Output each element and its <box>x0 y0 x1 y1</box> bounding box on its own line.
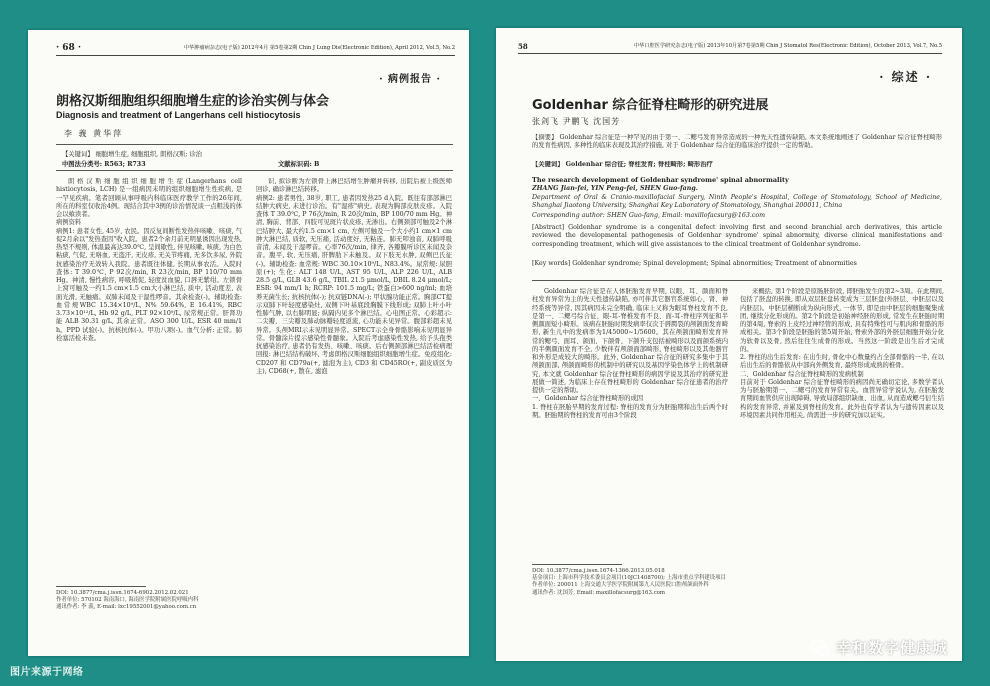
right-keywords-en: [Key words] Goldenhar syndrome; Spinal development; Spinal abnormities; Treatment of abnormities <box>532 260 857 267</box>
left-clc: 中图法分类号: R563; R733 <box>62 161 146 168</box>
right-authors-en: ZHANG Jian-fei, YIN Peng-fei, SHEN Guo-fang. <box>532 185 698 192</box>
watermark <box>810 637 948 658</box>
right-authors: 张剑飞 尹鹏飞 沈国芳 <box>532 117 621 126</box>
left-footnote: DOI: 10.3877/cma.j.issn.1674-6902.2012.02.021 作者单位: 570102 海南海口, 海南医学院附属医院呼吸内科 通讯作者: 李 義, E-mail: lxc19552001@yahoo.com.cn <box>56 590 199 611</box>
left-page-number: · 68 · <box>56 43 82 53</box>
left-journal-page <box>28 30 469 656</box>
right-title: Goldenhar 综合征脊柱畸形的研究进展 <box>532 98 769 113</box>
left-running-header: 中华肿瘤病杂志(电子版) 2012年4月 第5卷第2期 Chin J Lung Dis(Electronic Edition), April 2012, Vol.5, No.2 <box>183 45 455 51</box>
right-page-number: 58 <box>518 42 528 51</box>
right-section-label: · 综述 · <box>879 70 932 84</box>
right-abstract-cn: 【摘要】 Goldenhar 综合征是一种罕见的由于第一、二鳃弓发育异常造成的一种先天性遗传缺陷, 本文系统地阐述了 Goldenhar 综合征脊柱畸形的发育性病因, 多种性的临床表现及其治疗措施, 对于 Goldenhar 综合征的临床治疗提供一定的帮助。 <box>532 134 942 150</box>
right-title-en: The research development of Goldenhar syndrome' spinal abnormality <box>532 176 789 184</box>
left-column-1: 朗格汉斯细胞组织细胞增生症(Langerhans cell histiocytosis, LCH) 是一组病因未明的组织细胞增生性疾病, 是一罕见疾病。笔者回顾从事呼吸内科临床医疗教学工作的26年间, 所在的科室仅收治4例。现结合其中3例的诊治情况谈一点粗浅的体会以飨读者。 病例资料 病例1: 患者女性, 45岁, 农民。因反复间断性发热伴咳嗽、咳痰, 气促2月余以"发热查因"收入院。患者2个余月前无明显诱因出现发热, 热型不规则, 体温最高达39.0℃, 呈间歇性, 伴见咳嗽, 咳痰, 为白色粘痰, 气促, 无咯血, 无盗汗, 无皮疹, 无关节疼痛, 无多饮多尿, 外院抗感染治疗无效转入我院。患者既往体健, 长期从事农活。入院时查体: T 39.0℃, P 92次/min, R 23次/min, BP 110/70 mm Hg。神清, 慢性病容, 呼吸稍促, 轻度贫血貌, 口唇无紫绀。左锁骨上窝可触及一约1.5 cm×1.5 cm大小淋巴结, 质中, 活动度差, 表面光滑, 无触痛。双肺未闻及干湿性啰音。其余检查(-)。辅助检查: 血常规WBC 15.34×10⁹/L, N% 59.64%, E 16.41%, RBC 3.73×10¹²/L, Hb 92 g/L, PLT 92×10⁹/L, 尿常规正常。肝肾功能 ALB 30.31 g/L, 其余正常。ASO 300 U/L, ESR 40 mm/1 h。PPD 试验(-)。抗核抗体(-)。甲功八项(-)。血气分析: 正常。肺栓塞活检未查。 <box>56 178 242 342</box>
left-section-label: · 病例报告 · <box>379 74 441 85</box>
right-footnote: DOI: 10.3877/cma.j.issn.1674-1366.2013.05.018 基金项目: 上海市科学技术委员会项目(10JC1408700); 上海市重点学科建设项目 作者单位: 200011 上海交通大学医学院附属第九人民医院口腔颅颌面外科 通讯作者: 沈国芳, Email: maxillofacsurg@163.com <box>532 568 726 596</box>
right-column-2: 来概括, 第1个阶段是原肠胚阶段, 即胚胎发生的第2~3周。在此期间, 包括了胚盘的转换, 即从双层胚盘转变成为三层胚盘(外胚层、中胚层以及内胚层)。中胚层横断成为纵向形式, 一体节, 即是由中胚层的细胞聚集成团, 继续分化形成的。第2个阶段是初始神经胚的形成, 常发生在胚胎时期的第4周, 脊索的上皮经过神经管的形成, 具有特殊性可与肌肉和骨骼的形成相关。第3个阶段是胚胎的第5周开始, 脊索外部的外胚层细胞开始分化为软骨以及骨, 然后往往生成骨的形成。当然这一阶段是出生后才完成的。 2. 脊柱的出生后发育: 在出生时, 骨化中心数量约占全部骨骼的一半, 在以后出生后的骨骼依从中部向外侧发育, 最终形成成熟的椎骨。 二、Goldenhar 综合征脊柱畸形的发病机制 目前对于 Goldenhar 综合征脊柱畸形的病因尚无确切定论, 多数学者认为与胚胎期第一、二鳃弓的发育异常有关。血管异常学说认为, 在胚胎发育期间血管供应出现障碍, 导致局部组织缺血、出血, 从而造成鳃弓衍生结构的发育异常, 并累及到脊柱的发育。此外也有学者认为与遗传因素以及环境因素共同作用相关, 尚需进一步的研究加以证实。 <box>740 288 944 419</box>
left-column-2: 识, 拟诊断为左锁骨上淋巴结增生肿瘤并转移, 出院后被上级医师回诊, 确诊淋巴结转移。 病例2: 患者男性, 38岁, 职工, 患者因发热25 d入院。既往有部部淋巴结肿大病史, 未进行诊治。有"湿疹"病史, 表现为胸部皮肤皮疹。入院查体 T 39.0℃, P 76次/min, R 20次/min, BP 100/70 mm Hg。神清, 胸前、背部、四肢可见斑片状皮疹, 无渗出。右侧颈部可触及2个淋巴结肿大, 最大约1.5 cm×1 cm, 左侧可触及一个大小约1 cm×1 cm肿大淋巴结, 质软, 无压痛, 活动度好, 无粘连。肺无叩浊音, 双肺呼吸音清, 未闻及干湿啰音。心率76次/min, 律齐, 各瓣膜听诊区未闻及杂音。腹平, 软, 无压痛, 肝脾肋下未触及。双下肢无水肿, 双侧巴氏征(-)。辅助检查: 血常规: WBC 30.10×10⁹/L, N83.4%。尿常规: 尿胆原(+); 生化: ALT 148 U/L, AST 95 U/L, ALP 226 U/L, ALB 28.5 g/L, GLB 43.6 g/L, TBIL 21.5 μmol/L, DBIL 8.24 μmol/L; ESR: 94 mm/1 h; RCRP: 101.5 mg/L; 铁蛋白>600 ng/ml; 血培养无菌生长; 抗核抗体(-); 抗双链DNA(-); 甲状腺功能正常。胸部CT提示双肺下叶轻度感染灶, 双侧下叶基底段胸膜下线形成; 双肺上叶小叶性肺气肿, 以右肺明显; 纵隔内见多个淋巴结。心电图正常。心彩超示: 二尖瓣、三尖瓣及肺动脉瓣轻度返流, 心功能未见异常。腹部彩超未见异常。头颅MRI示未见明显异常。SPECT示全身骨骼影响未见明显异常。骨髓涂片提示感染性骨髓象。入院后考虑感染性发热, 给予头孢类抗感染治疗, 患者仍有发热、咳嗽、咳痰。后右侧颈部淋巴结活检病理回报: 淋巴结结构破坏, 考虑朗格汉斯细胞组织细胞增生症。免疫组化: CD207 和 CD79a(+, 滤泡为主), CD3 和 CD45RO(+, 副皮质区为主), CD68(+, 散在, 滤泡 <box>256 178 452 375</box>
image-source-caption: 图片来源于网络 <box>10 667 84 678</box>
right-abstract-en: [Abstract] Goldenhar syndrome is a congenital defect involving first and second branchial arch derivatives, this article reviewed the developmental pathogenesis of Goldenhar syndrome' spinal abnormity, diverse clinical manifestations and corresponding treatment, which will give assistances to the clinical treatment of Goldenhar syndrome. <box>532 224 942 248</box>
right-running-header: 中华口腔医学研究杂志(电子版) 2013年10月第7卷第5期 Chin J Stomatol Res(Electronic Edition), October 2013, Vol.7, No.5 <box>633 43 942 49</box>
watermark-text: 幸和数字健康城 <box>835 639 948 657</box>
left-doc-code: 文献标识码: B <box>278 161 320 168</box>
right-keywords-cn: 【关键词】 Goldenhar 综合征; 脊柱发育; 脊柱畸形; 畸形治疗 <box>532 161 713 168</box>
left-title-en: Diagnosis and treatment of Langerhans cell histiocytosis <box>56 110 301 120</box>
wechat-icon <box>810 638 830 658</box>
right-column-1: Goldenhar 综合征是在人体胚胎发育早期, 以眼、耳、颜面和脊柱发育异常为主的先天性遗传缺陷, 亦可伴其它器官系统如心、肾、神经系统等异常, 因其病因未完全明确, 临床上又称为眼耳脊柱发育不良, 是第一、二鳃弓综合征、眼-耳-脊椎发育不良、面-耳-脊柱序列征和半侧颜面短小畸形。该病在胚胎时期发病率仅次于唇腭裂的颅颌面发育畸形, 新生儿中的发病率为1/45000~1/5600。其在颅颌面畸形发育异常的鳃弓、面耳、颌面、下颌骨、下颌升支包括被畸形以及面颌系统内的半侧颜面发育不全, 少数伴有颅颌面部畸形, 脊柱畸形以及其他器官和外形是成较大的畸形。此外, Goldenhar 综合征的研究多集中于其颅颌面部, 颅颌面畸形的机制中的研究以及基因学染色体学上的机制研究, 本文就 Goldenhar 综合征脊柱畸形的病因学说及其治疗的研究进展做一简述, 为临床上存在脊柱畸形的 Goldenhar 综合征患者的治疗提供一定的帮助。 一、Goldenhar 综合征脊柱畸形的成因 1. 脊柱在胚胎早期的发育过程: 脊柱的发育分为胚胎期和出生后两个时期。胚胎期的脊柱的发育可由3个阶段 <box>532 288 728 419</box>
left-title-cn: 朗格汉斯细胞组织细胞增生症的诊治实例与体会 <box>56 94 330 109</box>
left-authors: 李 義 黄华萍 <box>64 129 124 138</box>
right-affiliation-en: Department of Oral & Cranio-maxillofacial Surgery, Ninth People's Hospital, College of Stomatology, School of Medicine, Shanghai Jiaotong University, Shanghai Key Laboratory of Stomatology, Shanghai 200011, China <box>532 194 942 210</box>
left-keywords: 【关键词】 细胞增生症, 细胞组织, 朗格汉斯; 诊治 <box>62 151 203 158</box>
right-corresponding-en: Corresponding author: SHEN Guo-fang, Email: maxillofacsurg@163.com <box>532 212 766 219</box>
left-page-header <box>56 44 455 56</box>
right-journal-page <box>496 28 962 661</box>
right-page-header <box>518 42 942 54</box>
